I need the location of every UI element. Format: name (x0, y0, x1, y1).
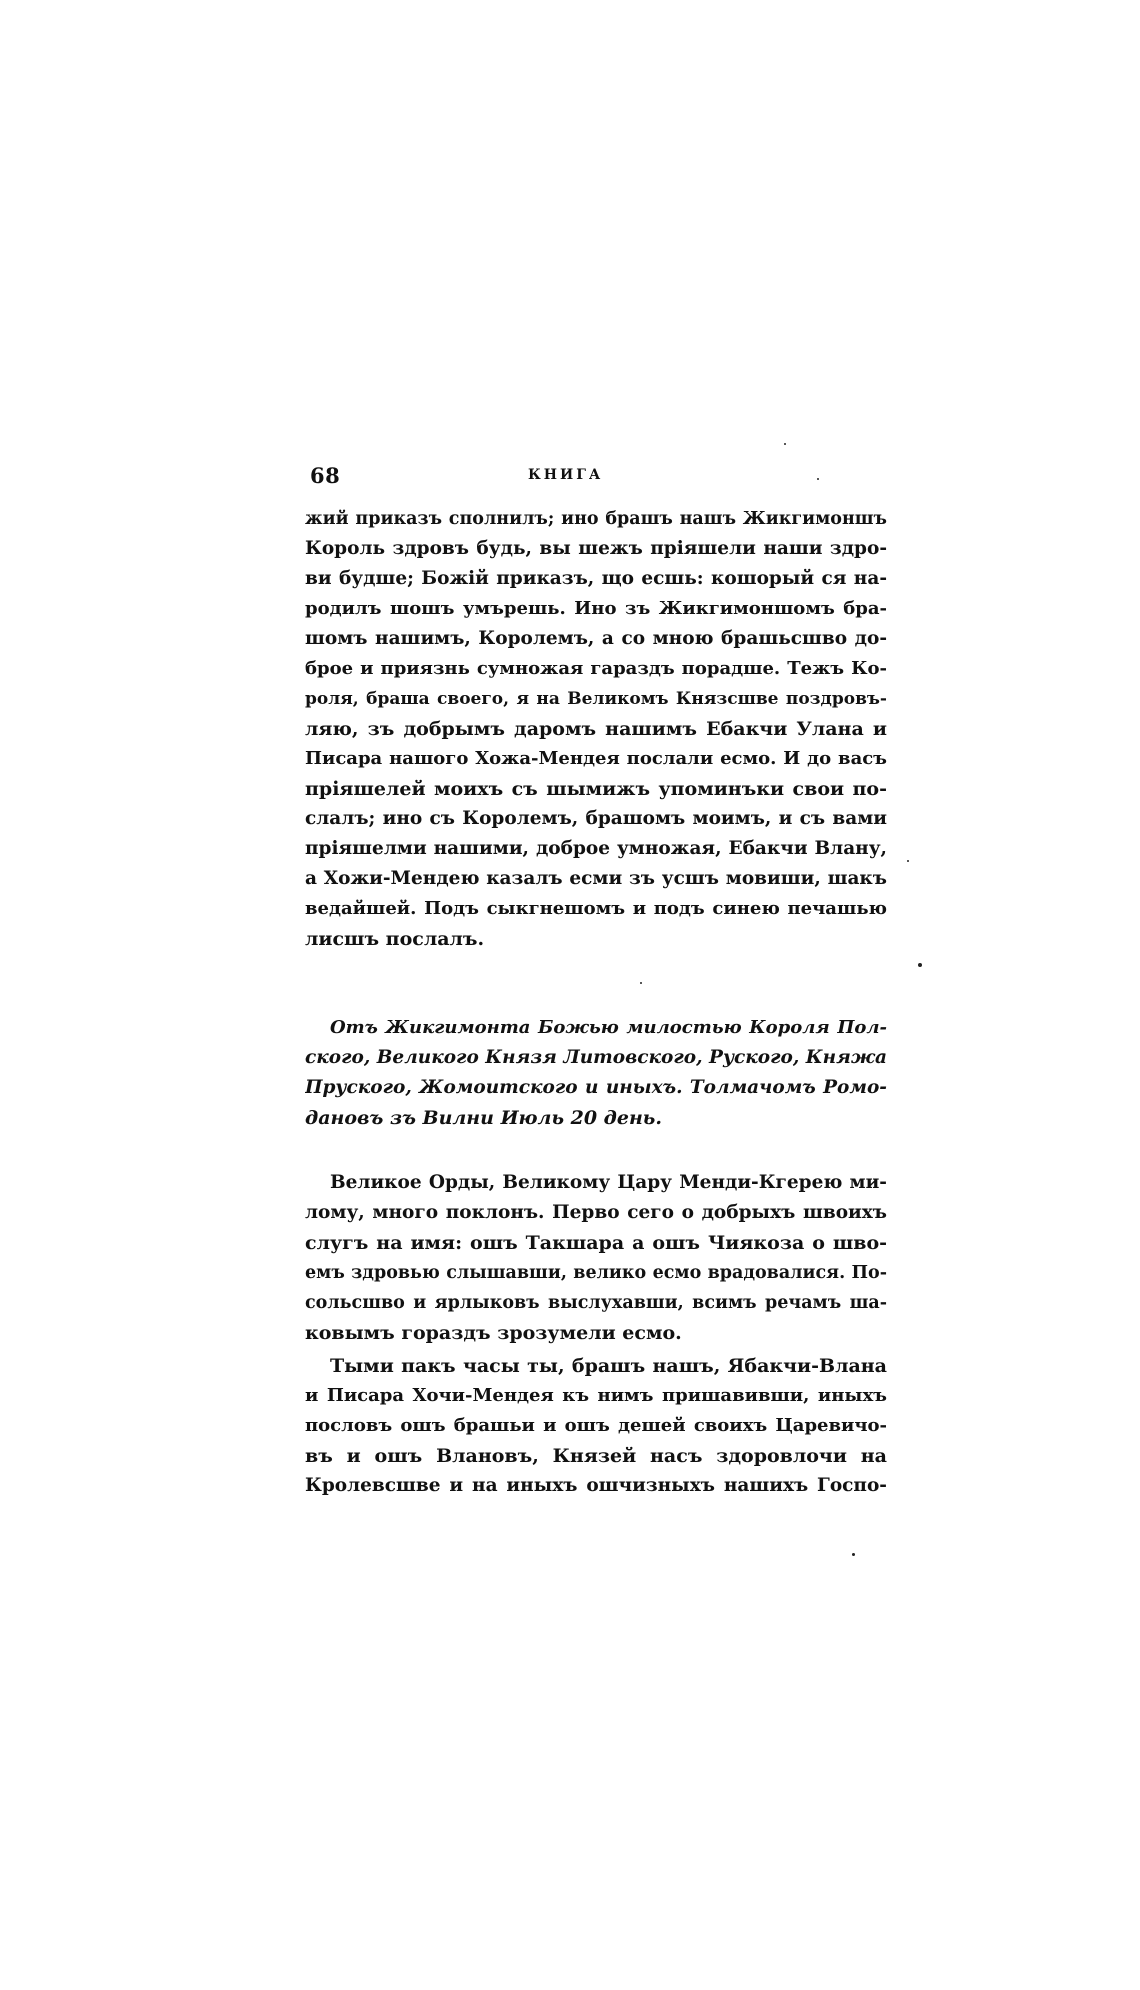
heading-line: ского, Великого Князя Литовского, Руского, Княжа (305, 1047, 887, 1068)
letter-heading (305, 1013, 887, 1133)
text-line: роля, браша своего, я на Великомъ Князсшве поздровъ- (305, 689, 887, 709)
text-line: и Писара Хочи-Мендея къ нимъ пришавивши, иныхъ (305, 1385, 887, 1406)
text-line: пословъ ошъ брашьи и ошъ дешей своихъ Царевичо- (305, 1415, 887, 1436)
heading-line: дановъ зъ Вилни Июль 20 день. (305, 1107, 662, 1129)
text-line: лому, много поклонъ. Перво сего о добрыхъ швоихъ (305, 1202, 887, 1223)
text-line: пріяшелей моихъ съ шымижъ упоминъки свои по- (305, 778, 887, 800)
text-line: Король здровъ будь, вы шежъ пріяшели наши здро- (305, 538, 887, 559)
print-speck (784, 443, 786, 445)
text-line: въ и ошъ Влановъ, Князей насъ здоровлочи на (305, 1445, 887, 1467)
text-line: Кролевсшве и на иныхъ ошчизныхъ нашихъ Госпо- (305, 1475, 887, 1496)
page-number: 68 (310, 463, 341, 488)
text-line: сольсшво и ярлыковъ выслухавши, всимъ речамъ ша- (305, 1293, 887, 1313)
text-line: ляю, зъ добрымъ даромъ нашимъ Ебакчи Улана и (305, 718, 887, 740)
text-line: шомъ нашимъ, Королемъ, а со мною брашьсшво до- (305, 628, 887, 649)
text-line: ви будше; Божій приказъ, що есшь: кошорый ся на- (305, 568, 887, 589)
print-speck (918, 963, 922, 967)
text-line: емъ здровью слышавши, велико есмо врадовалися. По- (305, 1263, 887, 1283)
text-line: слалъ; ино съ Королемъ, брашомъ моимъ, и съ вами (305, 808, 887, 829)
text-line: пріяшелми нашими, доброе умножая, Ебакчи Влану, (305, 838, 887, 859)
heading-line: Пруского, Жомоитского и иныхъ. Толмачомъ Ромо- (305, 1077, 887, 1098)
heading-line: Отъ Жикгимонта Божью милостью Короля Пол- (330, 1017, 887, 1038)
print-speck (852, 1553, 855, 1556)
running-head: КНИГА (528, 467, 604, 483)
print-speck (817, 478, 819, 480)
text-line: ведайшей. Подъ сыкгнешомъ и подъ синею печашью (305, 898, 887, 919)
text-line: жий приказъ сполнилъ; ино брашъ нашъ Жикгимоншъ (305, 509, 887, 529)
text-line: ковымъ гораздъ зрозумели есмо. (305, 1322, 682, 1344)
text-line: а Хожи-Мендею казалъ есми зъ усшъ мовиши, шакъ (305, 868, 887, 889)
print-speck (640, 982, 642, 984)
text-line: Писара нашого Хожа-Мендея послали есмо. И до васъ (305, 748, 887, 769)
paragraph-1 (305, 504, 887, 954)
text-line: слугъ на имя: ошъ Такшара а ошъ Чиякоза о шво- (305, 1232, 887, 1254)
paragraph-3 (305, 1351, 887, 1501)
text-line: Тыми пакъ часы ты, брашъ нашъ, Ябакчи-Влана (330, 1355, 887, 1377)
text-line: лисшъ послалъ. (305, 928, 485, 950)
paragraph-2 (305, 1168, 887, 1348)
page-header (310, 463, 885, 493)
text-line: брое и приязнь сумножая гараздъ порадше. Тежъ Ко- (305, 658, 887, 679)
text-line: родилъ шошъ умърешь. Ино зъ Жикгимоншомъ бра- (305, 598, 887, 619)
text-line: Великое Орды, Великому Цару Менди-Кгерею ми- (330, 1172, 887, 1193)
print-speck (907, 860, 909, 862)
